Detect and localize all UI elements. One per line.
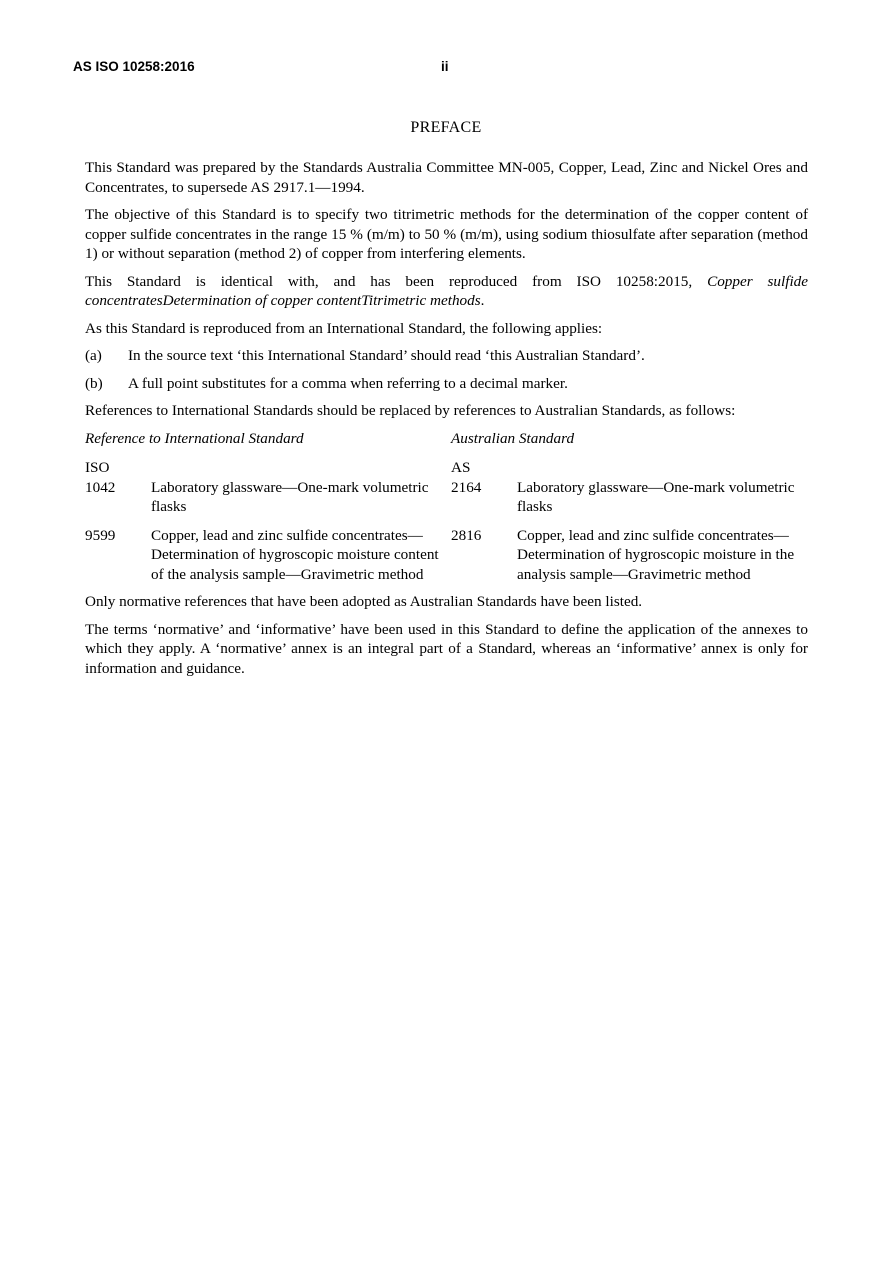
iso-number: 9599 bbox=[85, 526, 116, 544]
as-prefix: AS bbox=[451, 459, 471, 476]
paragraph-committee: This Standard was prepared by the Standards Australia Committee MN-005, Copper, Lead, Zinc and Nickel Ores and Concentrates, to supersede AS 2917.1—1994. bbox=[85, 159, 808, 196]
paragraph-objective: The objective of this Standard is to specify two titrimetric methods for the determination of the copper content of copper sulfide concentrates in the range 15 % (m/m) to 50 % (m/m), using sodium thiosulfate after separation (method 1) or without separation (method 2) of copper from interfering elements. bbox=[85, 206, 808, 262]
page-number: ii bbox=[441, 59, 449, 74]
paragraph-terms: The terms ‘normative’ and ‘informative’ have been used in this Standard to define the application of the annexes to which they apply. A ‘normative’ annex is an integral part of a Standard, whereas an ‘informative’ annex is only for information and guidance. bbox=[85, 620, 808, 677]
as-number: 2816 bbox=[451, 526, 482, 544]
identical-suffix: . bbox=[480, 292, 485, 309]
reference-heading-australian: Australian Standard bbox=[451, 429, 575, 447]
paragraph-normative-only: Only normative references that have been adopted as Australian Standards have been listed. bbox=[85, 593, 643, 610]
iso-prefix: ISO bbox=[85, 459, 110, 476]
identical-prefix: This Standard is identical with, and has been reproduced from ISO 10258:2015, bbox=[85, 272, 708, 290]
reference-table bbox=[85, 429, 808, 585]
document-id-header: AS ISO 10258:2016 bbox=[73, 59, 195, 74]
iso-standard-title: Copper sulfide concentratesDetermination of copper contentTitrimetric methods bbox=[85, 272, 809, 309]
list-text: In the source text ‘this International Standard’ should read ‘this Australian Standard’. bbox=[128, 347, 645, 364]
list-item bbox=[85, 346, 808, 366]
iso-title: Copper, lead and zinc sulfide concentrates—Determination of hygroscopic moisture content of the analysis sample—Gravimetric method bbox=[151, 526, 439, 583]
iso-number: 1042 bbox=[85, 478, 116, 496]
as-title: Laboratory glassware—One-mark volumetric flasks bbox=[517, 478, 795, 515]
paragraph-references: References to International Standards should be replaced by references to Australian Standards, as follows: bbox=[85, 402, 736, 419]
iso-title: Laboratory glassware—One-mark volumetric flasks bbox=[151, 478, 429, 515]
list-text: A full point substitutes for a comma when referring to a decimal marker. bbox=[128, 374, 568, 392]
as-number: 2164 bbox=[451, 478, 482, 496]
paragraph-reproduced: As this Standard is reproduced from an International Standard, the following applies: bbox=[85, 319, 603, 337]
list-marker: (b) bbox=[85, 374, 103, 392]
paragraph-identical bbox=[85, 272, 808, 311]
page-title: PREFACE bbox=[410, 119, 482, 136]
reference-heading-international: Reference to International Standard bbox=[85, 429, 304, 447]
list-marker: (a) bbox=[85, 347, 102, 364]
preface-body bbox=[85, 158, 808, 686]
list-item bbox=[85, 374, 808, 394]
as-title: Copper, lead and zinc sulfide concentrates—Determination of hygroscopic moisture in the analysis sample—Gravimetric method bbox=[517, 526, 795, 583]
